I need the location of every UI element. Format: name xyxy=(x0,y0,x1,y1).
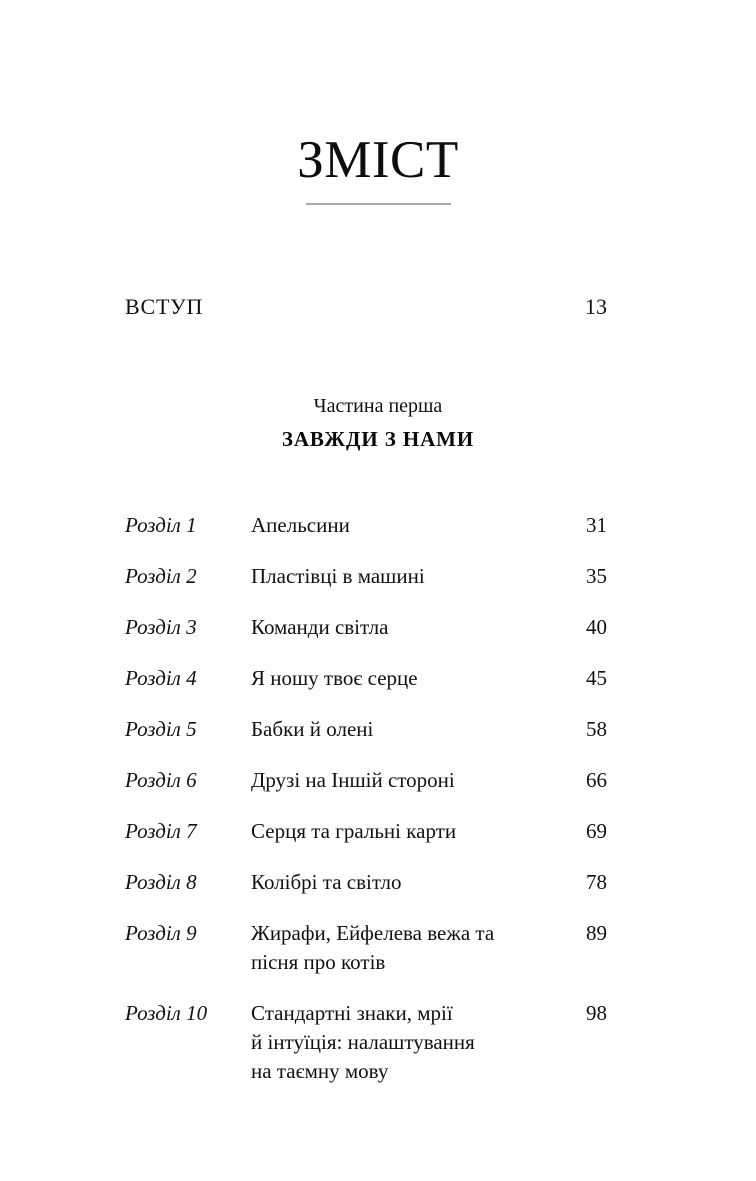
page-title: ЗМІСТ xyxy=(297,131,459,189)
chapter-title xyxy=(251,715,565,744)
chapter-number: Розділ 4 xyxy=(125,665,197,690)
chapter-title xyxy=(251,868,565,897)
table-row[interactable] xyxy=(125,664,607,693)
chapter-title xyxy=(251,766,565,795)
table-row[interactable] xyxy=(125,715,607,744)
title-divider xyxy=(306,203,451,205)
chapter-number: Розділ 2 xyxy=(125,563,197,588)
part-name: ЗАВЖДИ З НАМИ xyxy=(281,427,475,451)
chapter-list xyxy=(125,511,607,1086)
chapter-number: Розділ 7 xyxy=(125,818,197,843)
chapter-title-line: Друзі на Іншій стороні xyxy=(251,767,455,792)
table-row[interactable] xyxy=(125,817,607,846)
chapter-title-line: Я ношу твоє серце xyxy=(251,665,418,690)
chapter-page-number: 31 xyxy=(586,513,607,537)
chapter-title xyxy=(251,999,565,1086)
chapter-number: Розділ 5 xyxy=(125,716,197,741)
chapter-number: Розділ 8 xyxy=(125,869,197,894)
chapter-page-number: 66 xyxy=(586,767,607,792)
chapter-title xyxy=(251,613,565,642)
table-row[interactable] xyxy=(125,766,607,795)
chapter-page-number: 45 xyxy=(586,665,607,690)
toc-entry-intro[interactable] xyxy=(125,294,607,320)
chapter-page-number: 58 xyxy=(586,716,607,741)
chapter-number: Розділ 1 xyxy=(125,513,197,537)
chapter-title xyxy=(251,664,565,693)
table-row[interactable] xyxy=(125,613,607,642)
chapter-number: Розділ 3 xyxy=(125,614,197,639)
part-eyebrow: Частина перша xyxy=(313,395,443,417)
chapter-title-line: на таємну мову xyxy=(251,1058,389,1083)
chapter-number: Розділ 6 xyxy=(125,767,197,792)
chapter-title xyxy=(251,562,565,591)
chapter-title-line: Стандартні знаки, мрії xyxy=(251,1000,453,1025)
table-row[interactable] xyxy=(125,919,607,977)
chapter-title xyxy=(251,817,565,846)
chapter-page-number: 40 xyxy=(586,614,607,639)
chapter-title xyxy=(251,919,565,977)
chapter-title xyxy=(251,511,565,540)
chapter-page-number: 98 xyxy=(586,1000,607,1025)
chapter-number: Розділ 10 xyxy=(125,1000,208,1025)
toc-entry-intro-label: ВСТУП xyxy=(125,294,204,319)
toc-title-block xyxy=(0,131,756,205)
chapter-title-line: Бабки й олені xyxy=(251,716,374,741)
part-heading xyxy=(0,392,756,454)
chapter-page-number: 69 xyxy=(586,818,607,843)
chapter-page-number: 78 xyxy=(586,869,607,894)
chapter-page-number: 89 xyxy=(586,920,607,945)
chapter-title-line: й інтуїція: налаштування xyxy=(251,1029,475,1054)
chapter-page-number: 35 xyxy=(586,563,607,588)
chapter-title-line: Команди світла xyxy=(251,614,389,639)
table-row[interactable] xyxy=(125,562,607,591)
chapter-title-line: Жирафи, Ейфелева вежа та xyxy=(251,920,495,945)
table-row[interactable] xyxy=(125,999,607,1086)
chapter-title-line: Колібрі та світло xyxy=(251,869,402,894)
chapter-title-line: Апельсини xyxy=(251,513,350,537)
table-row[interactable] xyxy=(125,868,607,897)
chapter-title-line: Серця та гральні карти xyxy=(251,818,457,843)
chapter-title-line: пісня про котів xyxy=(251,949,386,974)
toc-entry-intro-page: 13 xyxy=(585,294,607,319)
chapter-title-line: Пластівці в машині xyxy=(251,563,425,588)
table-row[interactable] xyxy=(125,511,607,540)
chapter-number: Розділ 9 xyxy=(125,920,197,945)
